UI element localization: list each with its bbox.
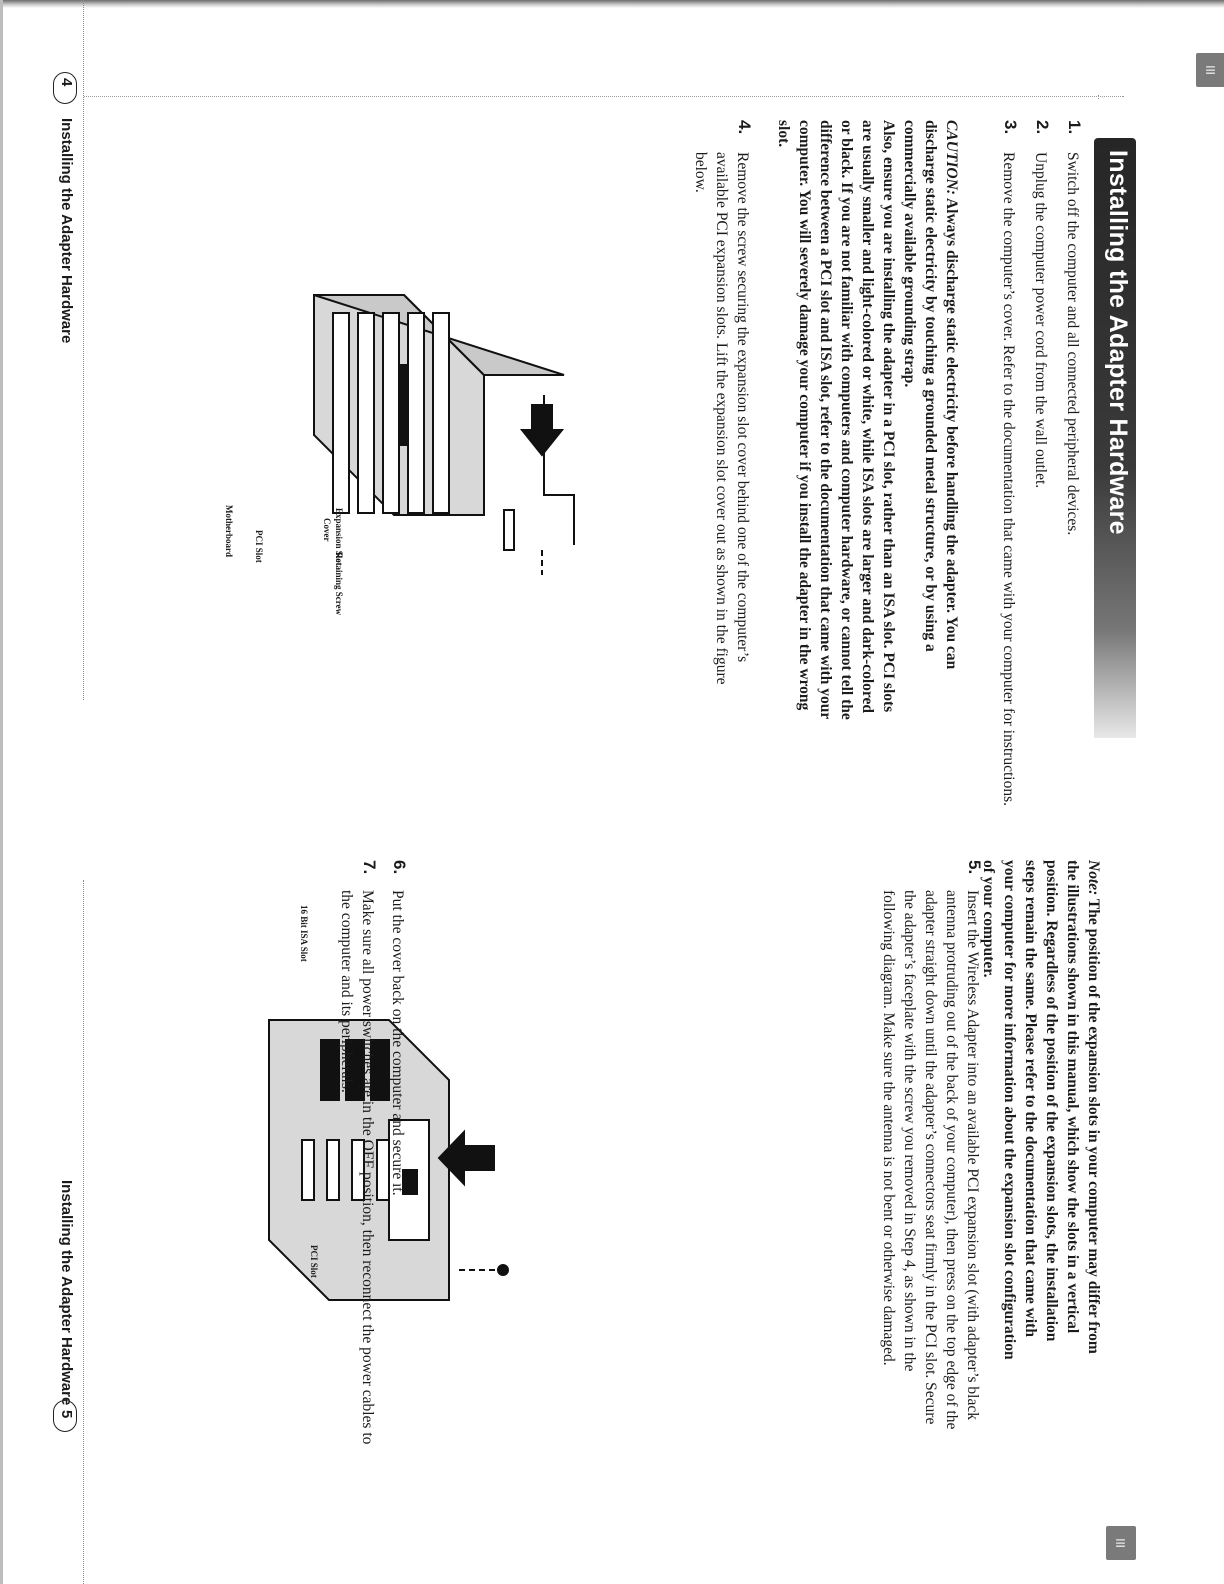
note-block [978, 860, 1104, 1360]
note-text: The position of the expansion slots in your computer may differ from the illustrations shown in this manual, which show the slots in a vertical position. Regardless of the position of the expansion slots, the installation steps remain the same. Please refer to the documentation that came with your computer for more information about the expansion slot configuration of your computer. [980, 860, 1102, 1360]
page-number-right: 5 [58, 1410, 75, 1419]
label-16-bit-isa-slot: 16 Bit ISA Slot [299, 905, 309, 962]
label-retaining-screw: Retaining Screw [334, 552, 344, 616]
step-7-text: Make sure all power switches are in the OFF position, then reconnect the power cables to the computer and its peripherals. [338, 890, 376, 1445]
label-expansion-slot-1: Expansion Slot [334, 508, 344, 566]
note-label: Note: [1085, 860, 1102, 896]
caution-label: CAUTION: [943, 120, 960, 195]
step-5-text: Insert the Wireless Adapter into an available PCI expansion slot (with adapter’s black antenna protruding out of the back of your computer), then press on the top edge of the adapter straight down until the adapter’s connectors seat firmly in the PCI slot. Secure the adapter’s faceplate with the screw you removed in Step 4, as shown in the following diagram. Make sure the antenna is not bent or otherwise damaged. [880, 890, 981, 1430]
label-pci-slot-left: PCI Slot [254, 530, 264, 563]
footer-rule-left [83, 0, 84, 700]
left-page-vertical-rule [84, 96, 1124, 97]
step-number-2: 2. [1033, 120, 1052, 135]
step-6-text: Put the cover back on the computer and secure it. [389, 890, 406, 1196]
menu-tab-icon: ≡ [1196, 53, 1224, 87]
step-1-text: Switch off the computer and all connected peripheral devices. [1064, 152, 1081, 536]
caution-block [899, 120, 962, 720]
step-number-1: 1. [1065, 120, 1084, 135]
step-number-6: 6. [390, 860, 409, 875]
step-number-5: 5. [965, 860, 984, 875]
step-number-3: 3. [1001, 120, 1020, 135]
caution-text: Always discharge static electricity before handling the adapter. You can discharge static electricity by touching a grounded metal structure, or by using a commercially available grounding strap. [901, 120, 960, 670]
step-3-text: Remove the computer’s cover. Refer to the documentation that came with your computer for instructions. [1000, 152, 1017, 806]
caution-text-2: Also, ensure you are installing the adapter in a PCI slot, rather than an ISA slot. PCI slots are usually smaller and light-colored or white, while ISA slots are larger and dark-colored or black. If you are not familiar with computers and computer hardware, or cannot tell the difference between a PCI slot and ISA slot, refer to the documentation that came with your computer. You will severely damage your computer if you install the adapter in the wrong slot. [775, 120, 897, 720]
label-motherboard: Motherboard [224, 505, 234, 557]
footer-rule-right [83, 880, 84, 1584]
step-4-text: Remove the screw securing the expansion slot cover behind one of the computer’s available PCI expansion slots. Lift the expansion slot cover out as shown in the figure below. [692, 152, 751, 685]
label-pci-slot-right: PCI Slot [309, 1245, 319, 1278]
footer-title-right: Installing the Adapter Hardware [58, 1180, 75, 1406]
label-expansion-slot-2: Cover [322, 518, 332, 542]
menu-tab-icon-right: ≡ [1106, 1526, 1136, 1560]
step-number-4: 4. [735, 120, 754, 135]
page-heading: Installing the Adapter Hardware [1104, 150, 1132, 535]
page-number-left: 4 [58, 78, 75, 87]
figure-expansion-slot-removal [244, 255, 604, 575]
step-number-7: 7. [360, 860, 379, 875]
page-number-brace-left [53, 72, 77, 104]
step-2-text: Unplug the computer power cord from the wall outlet. [1032, 152, 1049, 489]
footer-title-left: Installing the Adapter Hardware [58, 118, 75, 344]
